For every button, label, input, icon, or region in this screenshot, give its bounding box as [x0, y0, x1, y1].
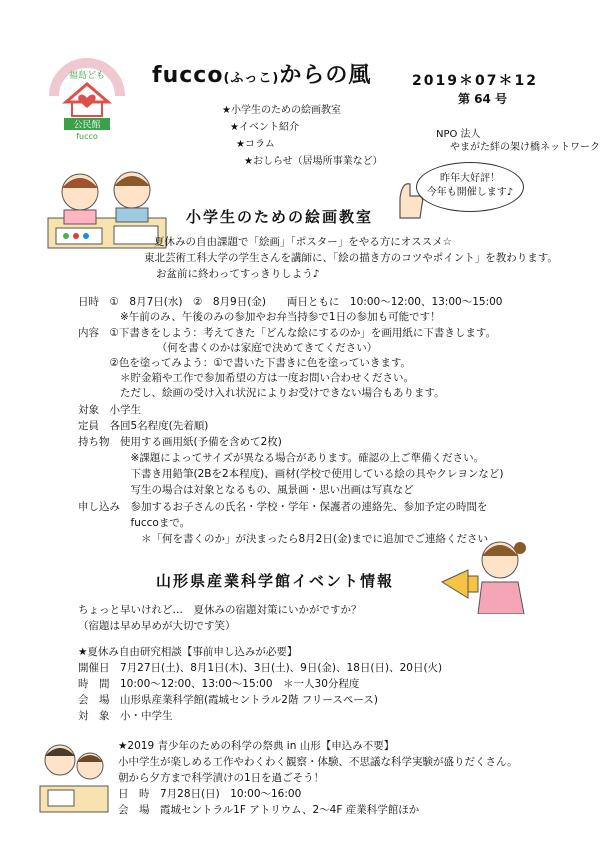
detail-line: 写生の場合は対象となるもの、風景画・思い出画は写真など	[78, 484, 414, 496]
section2-intro: ちょっと早いけれど… 夏休みの宿題対策にいかがですか？	[78, 604, 362, 616]
kids-studying-illustration	[38, 734, 110, 814]
section2-intro: （宿題は早め早めが大切です笑）	[78, 620, 236, 632]
npo-line2: やまがた絆の架け橋ネットワーク	[450, 142, 600, 153]
detail-line: fuccoまで。	[78, 517, 191, 529]
event1-line: 開催日 7月27日(土)、8月1日(木)、3日(土)、9日(金)、18日(日)、20日(火)	[78, 662, 443, 674]
logo-brand: fucco	[76, 132, 98, 141]
title-paren: (ふっこ)	[223, 71, 280, 86]
event2-line: ★2019 青少年のための科学の祭典 in 山形【申込み不要】	[118, 740, 395, 752]
section1-heading: 小学生のための絵画教室	[186, 208, 374, 226]
event1-line: 時 間 10:00～12:00、13:00～15:00 ＊一人30分程度	[78, 678, 360, 690]
kominkan-logo	[44, 56, 130, 142]
event1-line: ★夏休み自由研究相談【事前申し込みが必要】	[78, 646, 298, 658]
intro-line: お盆前に終わってすっきりしよう♪	[156, 268, 320, 280]
detail-line: ＊貯金箱や工作で参加希望の方は一度お問い合わせください。	[78, 372, 414, 384]
detail-line: 申し込み 参加するお子さんの氏名・学校・学年・保護者の連絡先、参加予定の時間を	[78, 501, 488, 513]
logo-label: 公民館	[73, 120, 101, 131]
npo-line1: NPO 法人	[436, 129, 481, 140]
detail-line: 定員 各回5名程度(先着順)	[78, 420, 209, 432]
detail-line: ②色を塗ってみよう：①で書いた下書きに色を塗っていきます。	[78, 357, 411, 369]
bubble-line1: 昨年大好評！	[440, 173, 500, 184]
issue-date: 2019＊07＊12	[412, 73, 538, 89]
bubble-line2: 今年も開催します♪	[426, 187, 514, 198]
detail-line: 対象 小学生	[78, 404, 141, 416]
issue-number: 第 64 号	[458, 92, 508, 106]
kids-painting-illustration	[44, 166, 170, 252]
event1-line: 対 象 小・中学生	[78, 710, 173, 722]
toc-item: ★イベント紹介	[230, 122, 299, 133]
toc-item: ★おしらせ（居場所事業など）	[244, 156, 383, 167]
section2-heading: 山形県産業科学館イベント情報	[156, 572, 395, 590]
logo-arc-text: 福島ども	[68, 71, 106, 81]
event2-line: 会 場 霞城セントラル1F アトリウム、2～4F 産業科学館ほか	[118, 804, 420, 816]
intro-line: 夏休みの自由課題で「絵画」「ポスター」をやる方にオススメ☆	[154, 236, 453, 248]
detail-line: 日時 ① 8月7日(水) ② 8月9日(金) 両日ともに 10:00～12:00、13:00～15:00	[78, 296, 503, 308]
detail-line: ※午前のみ、午後のみの参加やお弁当持参で1日の参加も可能です！	[78, 311, 441, 323]
speech-bubble	[416, 162, 524, 212]
toc-item: ★コラム	[236, 139, 275, 150]
detail-line: 内容 ①下書きをしよう：考えてきた「どんな絵にするのか」を画用紙に下書きします。	[78, 327, 497, 339]
intro-line: 東北芸術工科大学の学生さんを講師に、「絵の描き方のコツやポイント」を教わります。	[144, 252, 558, 264]
detail-line: ＊「何を書くのか」が決まったら8月2日(金)までに追加でご連絡ください	[78, 533, 489, 545]
detail-line: 持ち物 使用する画用紙(予備を含めて2枚)	[78, 436, 282, 448]
detail-line: ※課題によってサイズが異なる場合があります。確認の上ご準備ください。	[78, 452, 485, 464]
toc-item: ★小学生のための絵画教室	[222, 105, 341, 116]
title-tail: からの風	[279, 63, 372, 88]
event1-line: 会 場 山形県産業科学館(霞城セントラル2階 フリースペース)	[78, 694, 378, 706]
detail-line: 下書き用鉛筆(2Bを2本程度)、画材(学校で使用している絵の具やクレヨンなど)	[78, 468, 504, 480]
detail-line: （何を書くのかは家庭で決めてきてください）	[78, 342, 378, 354]
newsletter-title	[152, 58, 371, 89]
event2-line: 小中学生が楽しめる工作やわくわく観察・体験、不思議な科学実験が盛りだくさん。	[118, 756, 518, 768]
event2-line: 日 時 7月28日(日) 10:00～16:00	[118, 788, 302, 800]
megaphone-girl-illustration	[438, 530, 534, 614]
npo-info	[436, 128, 600, 154]
event2-line: 朝から夕方まで科学漬けの1日を過ごそう！	[118, 772, 325, 784]
detail-line: ただし、絵画の受け入れ状況によりお受けできない場合もあります。	[78, 387, 445, 399]
title-main: fucco	[152, 63, 224, 88]
